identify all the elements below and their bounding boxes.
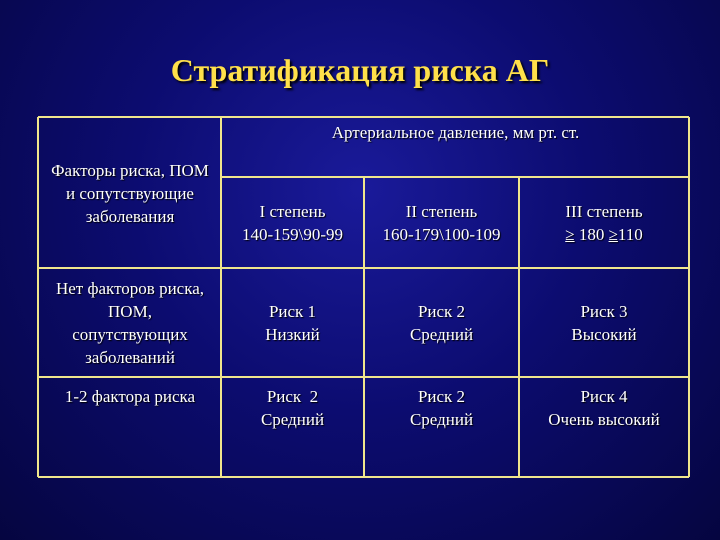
row-1-cell-2-risk: Риск 2 — [417, 301, 466, 321]
row-2-cell-3-level: Очень высокий — [548, 410, 660, 429]
row-2-cell-2 — [365, 378, 518, 438]
row-2-label-text: 1-2 фактора риска — [64, 386, 196, 406]
grade-3-name: III степень — [565, 201, 643, 221]
corner-header-text: Факторы риска, ПОМ и сопутствующие заболевания — [51, 160, 209, 226]
grade-1-name: I степень — [259, 201, 326, 221]
row-1-cell-1-risk: Риск 1 — [268, 301, 317, 321]
row-1-cell-3-level: Высокий — [571, 324, 637, 344]
grade-2-header — [365, 178, 518, 267]
group-header-text: Артериальное давление, мм рт. ст. — [331, 122, 580, 142]
row-2-cell-1-risk: Риск 2 — [266, 387, 319, 406]
row-2-cell-3 — [520, 378, 688, 438]
corner-header — [40, 119, 220, 267]
row-1-cell-3-risk: Риск 3 — [580, 301, 628, 321]
row-1-label — [40, 270, 220, 376]
row-2-cell-2-risk: Риск 2 — [417, 387, 466, 406]
row-1-cell-3 — [520, 269, 688, 376]
row-2-label — [40, 379, 220, 413]
row-2-cell-3-risk: Риск 4 — [580, 387, 628, 406]
row-1-cell-2 — [365, 269, 518, 376]
slide-title: Стратификация риска АГ — [170, 52, 550, 88]
grade-3-header — [520, 178, 688, 267]
grade-3-val-1: 180 — [578, 224, 605, 244]
row-1-label-text: Нет факторов риска, ПОМ, сопутствующих заболеваний — [55, 279, 205, 367]
row-1-cell-2-level: Средний — [409, 324, 474, 344]
row-2-cell-1 — [222, 378, 363, 438]
grade-2-name: II степень — [405, 201, 478, 221]
grade-1-range: 140-159\90-99 — [241, 224, 344, 244]
grade-3-sym-1: ≥ — [565, 224, 575, 244]
row-2-cell-2-level: Средний — [409, 410, 474, 429]
row-1-cell-1 — [222, 269, 363, 376]
grade-1-header — [222, 178, 363, 267]
grade-3-sym-2: ≥ — [608, 224, 618, 244]
row-2-cell-1-level: Средний — [260, 410, 325, 429]
grade-2-range: 160-179\100-109 — [382, 224, 501, 244]
grade-3-range — [565, 223, 643, 246]
group-header — [223, 117, 688, 147]
grade-3-val-2: 110 — [617, 224, 643, 244]
row-1-cell-1-level: Низкий — [265, 324, 320, 344]
